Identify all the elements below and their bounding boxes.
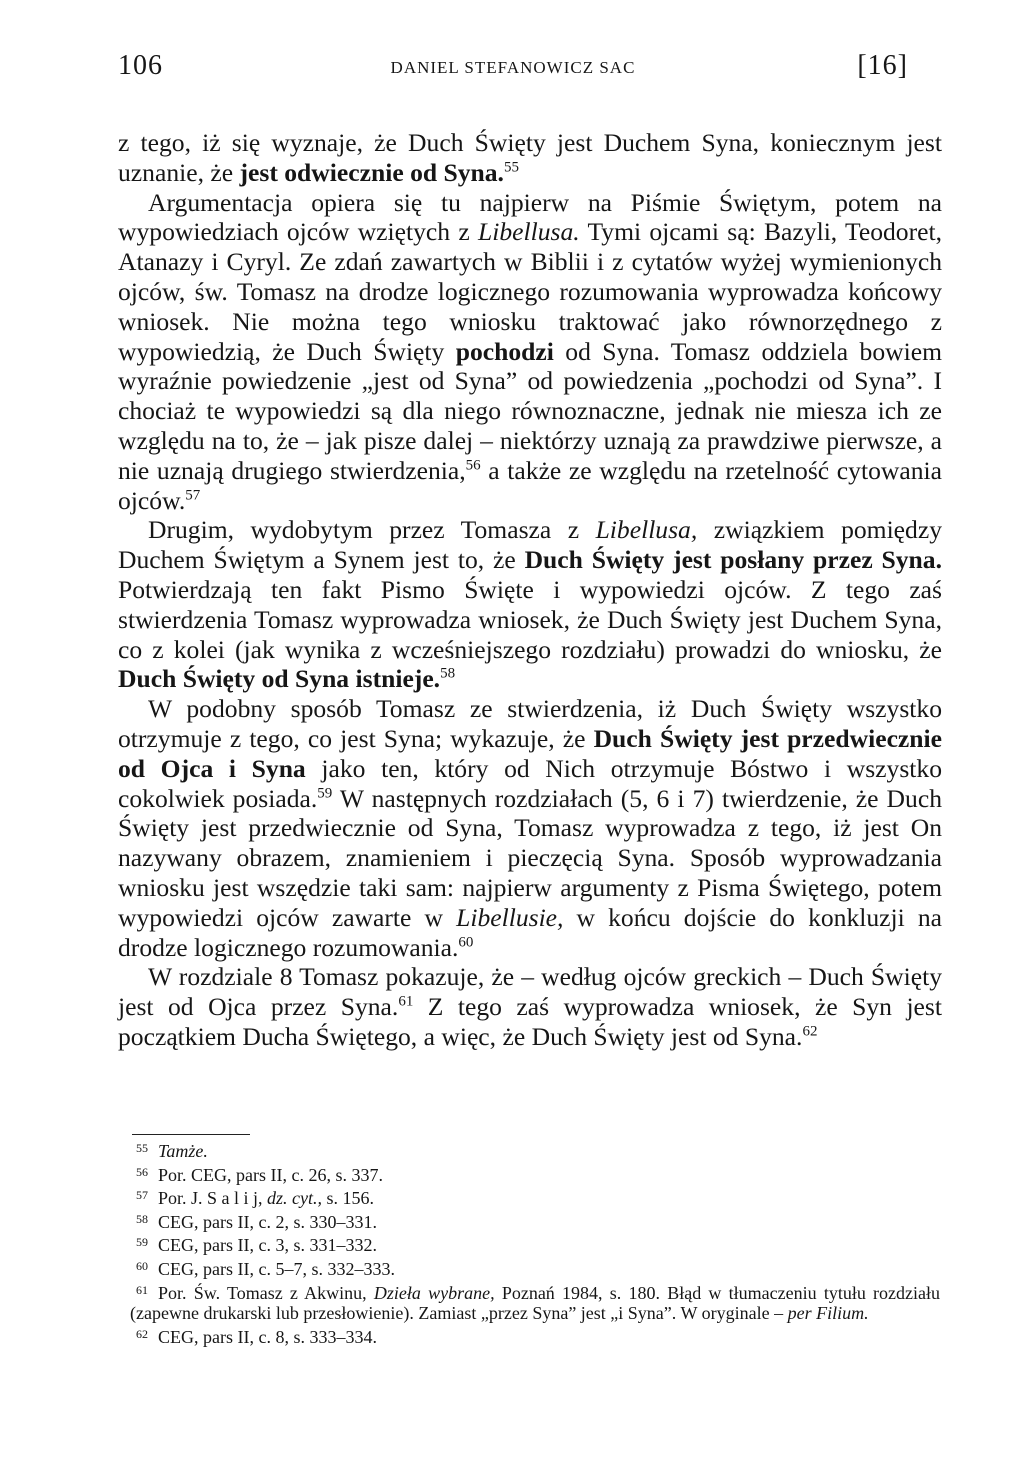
text-run: CEG, pars II, c. 8, s. 333–334. [158, 1326, 377, 1347]
paragraph [118, 515, 942, 694]
text-run: Tymi ojcami są: Bazyli, Teodoret, Atanazy i Cyryl. Ze zdań zawartych w Biblii i z cytatów wyżej wymienionych ojców, św. Tomasz na drodze logicznego rozumowania wyprowadza końcowy wniosek. Nie można tego wniosku traktować jako równorzędnego z wypowiedzią, że Duch Święty [118, 217, 942, 366]
paragraph [118, 962, 942, 1051]
footnotes [130, 1138, 940, 1347]
footnote-ref: 55 [503, 159, 519, 176]
text-run: związkiem pomiędzy Duchem Świętym a Synem jest to, że [118, 515, 942, 575]
text-run: Potwierdzają ten fakt Pismo Święte i wypowiedzi ojców. Z tego zaś stwierdzenia Tomasz wyprowadza wniosek, że Duch Święty jest Duchem Syna, co z kolei (jak wynika z wcześniejszego rozdziału) prowadzi do wniosku, że [118, 574, 942, 664]
italic-text: Libellusa. [477, 217, 580, 247]
text-run: Z tego zaś wyprowadza wniosek, że Syn jest początkiem Ducha Świętego, a więc, że Duch Święty jest od Syna. [118, 992, 942, 1051]
footnote-number: 56 [136, 1164, 148, 1179]
text-run: W podobny sposób Tomasz ze stwierdzenia, iż Duch Święty wszystko otrzymuje z tego, co jest Syna; wykazuje, że [118, 694, 942, 753]
text-run: W następnych rozdziałach (5, 6 i 7) twierdzenie, że Duch Święty jest przedwiecznie od Syna, Tomasz wyprowadza z tego, iż jest On nazywany obrazem, znamieniem i pieczęcią Syna. Sposób wyprowadzania wniosku jest wszędzie taki sam: najpierw argumenty z Pisma Świętego, potem wypowiedzi ojców zawarte w [118, 783, 942, 932]
italic-text: Tamże. [158, 1141, 208, 1161]
footnote-number: 58 [136, 1211, 148, 1226]
text-run: CEG, pars II, c. 5–7, s. 332–333. [158, 1258, 395, 1279]
footnote [130, 1209, 940, 1233]
footnote [130, 1324, 940, 1348]
text-run: W rozdziale 8 Tomasz pokazuje, że – według ojców greckich – Duch Święty jest od Ojca przez Syna. [118, 962, 942, 1022]
footnote-ref: 60 [458, 933, 474, 950]
text-run: Argumentacja opiera się tu najpierw na Piśmie Świętym, potem na wypowiedziach ojców wziętych z [118, 187, 942, 247]
text-run: Por. CEG, pars II, c. 26, s. 337. [158, 1164, 383, 1185]
text-run: CEG, pars II, c. 3, s. 331–332. [158, 1235, 377, 1256]
text-run: Poznań 1984, s. 180. Błąd w tłumaczeniu tytułu rozdziału (zapewne drukarski lub przesłowienie). Zamiast „przez Syna” jest „i Syna”. W oryginale – [130, 1282, 941, 1324]
footnote-ref: 58 [440, 665, 456, 682]
footnote-ref: 59 [317, 785, 333, 801]
footnote [130, 1232, 940, 1256]
body-text [118, 128, 942, 1052]
bold-text: Duch Święty jest przedwiecznie od Ojca i Syna [118, 723, 942, 783]
footnote [130, 1280, 940, 1324]
section-number: [16] [857, 50, 908, 81]
italic-text: Libellusa, [595, 515, 698, 545]
footnote [130, 1138, 940, 1162]
footnote-number: 55 [136, 1141, 148, 1155]
footnote-number: 57 [136, 1188, 148, 1203]
bold-text: pochodzi [455, 336, 554, 366]
footnote [130, 1185, 940, 1209]
text-run: jako ten, który od Nich otrzymuje Bóstwo i wszystko cokolwiek posiada. [118, 753, 942, 813]
footnote-number: 61 [136, 1282, 148, 1297]
text-run: s. 156. [322, 1188, 375, 1209]
text-run: a także ze względu na rzetelność cytowania ojców. [118, 455, 942, 515]
paragraph [118, 128, 942, 188]
italic-text: dz. cyt., [267, 1188, 323, 1209]
bold-text: jest odwiecznie od Syna. [239, 157, 504, 187]
text-run: Por. Św. Tomasz z Akwinu, [158, 1282, 374, 1303]
italic-text: Dzieła wybrane, [373, 1282, 495, 1303]
paragraph [118, 188, 942, 516]
page-number: 106 [118, 50, 163, 81]
text-run: Por. J. S a l i j, [158, 1188, 268, 1209]
footnote-ref: 57 [185, 487, 201, 504]
bold-text: Duch Święty od Syna istnieje. [118, 664, 441, 694]
text-run: Drugim, wydobytym przez Tomasza z [148, 515, 596, 545]
footnote-ref: 56 [465, 457, 481, 474]
running-header [118, 50, 908, 90]
text-run: w końcu dojście do konkluzji na drodze logicznego rozumowania. [118, 902, 943, 962]
text-run: od Syna. Tomasz oddziela bowiem wyraźnie powiedzenie „jest od Syna” od powiedzenia „pochodzi od Syna”. I chociaż te wypowiedzi są dla niego równoznaczne, jednak nie miesza ich ze względu na to, że – jak pisze dalej – niektórzy uznają za prawdziwe pierwsze, a nie uznają drugiego stwierdzenia, [118, 336, 942, 485]
footnote-ref: 62 [802, 1023, 818, 1040]
footnote-number: 62 [136, 1326, 148, 1341]
footnote [130, 1256, 940, 1280]
footnote-ref: 61 [398, 993, 414, 1010]
italic-text: per Filium. [787, 1303, 869, 1324]
footnote [130, 1162, 940, 1186]
text-run: z tego, iż się wyznaje, że Duch Święty jest Duchem Syna, koniecznym jest uznanie, że [118, 128, 942, 187]
running-author: DANIEL STEFANOWICZ SAC [390, 58, 636, 77]
paragraph [118, 694, 942, 962]
footnote-rule [132, 1134, 250, 1135]
text-run: CEG, pars II, c. 2, s. 330–331. [158, 1211, 377, 1232]
italic-text: Libellusie, [456, 902, 564, 932]
bold-text: Duch Święty jest posłany przez Syna. [524, 545, 942, 575]
footnote-number: 60 [136, 1258, 148, 1273]
footnote-number: 59 [136, 1235, 148, 1250]
